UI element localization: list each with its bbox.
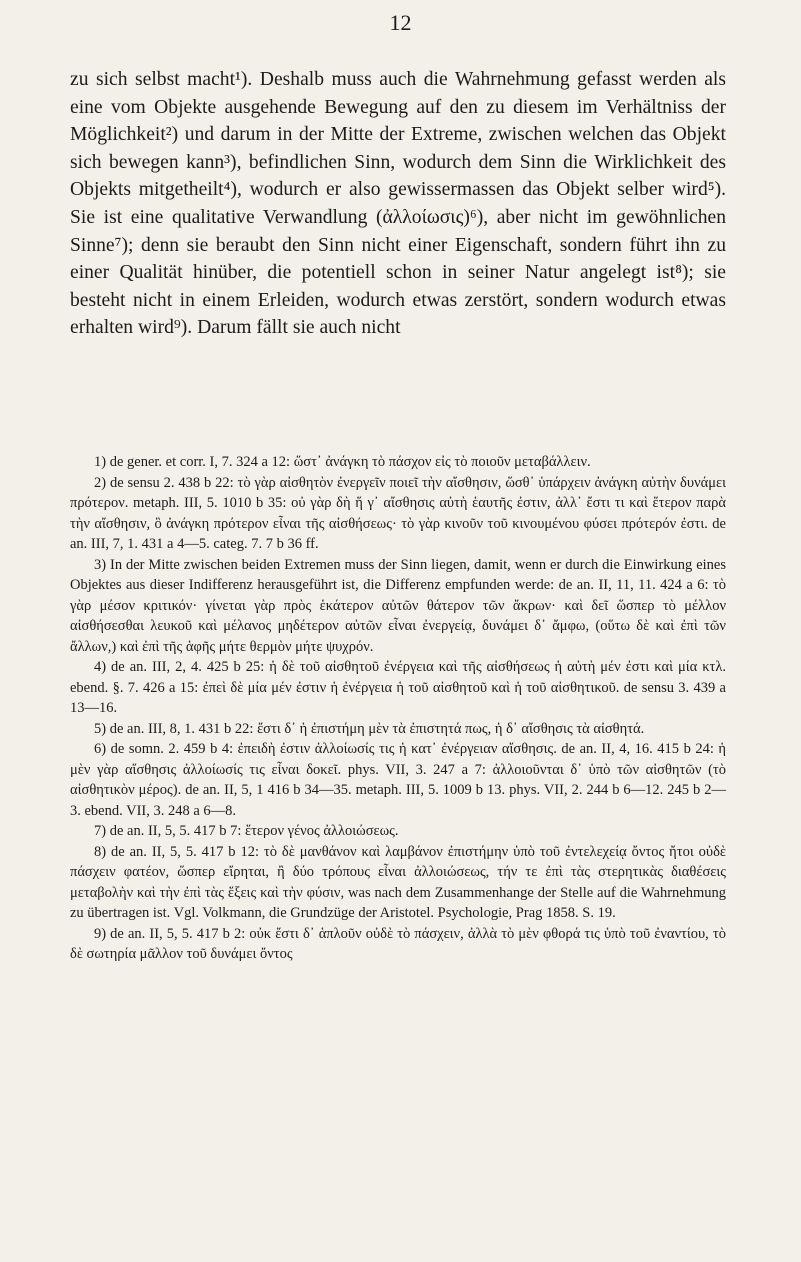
footnote-1: 1) de gener. et corr. I, 7. 324 a 12: ὥστ᾽ ἀνάγκη τὸ πάσχον εἰς τὸ ποιοῦν μεταβάλλειν. — [94, 454, 591, 470]
footnote-7: 7) de an. II, 5, 5. 417 b 7: ἕτερον γένος ἀλλοιώσεως. — [94, 823, 399, 839]
footnotes — [70, 452, 726, 965]
paragraph: zu sich selbst macht¹). Deshalb muss auch die Wahrnehmung gefasst werden als eine vom Objekte ausgehende Bewegung auf den zu diesem im Verhältniss der Möglichkeit²) und darum in der Mitte der Extreme, zwischen welchen das Objekt sich bewegen kann³), befindlichen Sinn, wodurch dem Sinn die Wirklichkeit des Objekts mitgetheilt⁴), wodurch er also gewissermassen das Objekt selber wird⁵). Sie ist eine qualitative Verwandlung (ἀλλοίωσις)⁶), aber nicht im gewöhnlichen Sinne⁷); denn sie beraubt den Sinn nicht einer Eigenschaft, sondern führt ihn zu einer Qualität hinüber, die potentiell schon in seiner Natur angelegt ist⁸); sie besteht nicht in einem Erleiden, wodurch etwas zerstört, sondern wodurch etwas erhalten wird⁹). Darum fällt sie auch nicht — [70, 69, 726, 339]
footnote-9: 9) de an. II, 5, 5. 417 b 2: οὐκ ἔστι δ᾽ ἁπλοῦν οὐδὲ τὸ πάσχειν, ἀλλὰ τὸ μὲν φθορά τις ὑπὸ τοῦ ἐναντίου, τὸ δὲ σωτηρία μᾶλλον τοῦ δυνάμει ὄντος — [70, 925, 726, 962]
footnote-3: 3) In der Mitte zwischen beiden Extremen muss der Sinn liegen, damit, wenn er durch die Einwirkung eines Objektes aus dieser Indifferenz herausgeführt ist, die Differenz empfunden werde: de an. II, 11, 11. 424 a 6: τὸ γὰρ μέσον κριτικόν· γίνεται γὰρ πρὸς ἑκάτερον αὐτῶν θάτερον τῶν ἄκρων· καὶ δεῖ ὥσπερ τὸ μέλλον αἰσθήσεσθαι λευκοῦ καὶ μέλανος μηδέτερον αὐτῶν εἶναι ἐνεργείᾳ, δυνάμει δ᾽ ἄμφω, (οὕτω δὲ καὶ ἐπὶ τῶν ἄλλων,) καὶ ἐπὶ τῆς ἁφῆς μήτε θερμὸν μήτε ψυχρόν. — [70, 556, 726, 655]
page-number: 12 — [389, 10, 412, 35]
footnote-4: 4) de an. III, 2, 4. 425 b 25: ἡ δὲ τοῦ αἰσθητοῦ ἐνέργεια καὶ τῆς αἰσθήσεως ἡ αὐτὴ μέν ἐστι καὶ μία κτλ. ebend. §. 7. 426 a 15: ἐπεὶ δὲ μία μέν ἐστιν ἡ ἐνέργεια ἡ τοῦ αἰσθητοῦ καὶ ἡ τοῦ αἰσθητικοῦ. de sensu 3. 439 a 13—16. — [70, 659, 726, 716]
footnote-6: 6) de somn. 2. 459 b 4: ἐπειδὴ ἐστιν ἀλλοίωσίς τις ἡ κατ᾽ ἐνέργειαν αἴσθησις. de an. II, 4, 16. 415 b 24: ἡ μὲν γὰρ αἴσθησις ἀλλοίωσίς τις εἶναι δοκεῖ. phys. VII, 3. 247 a 7: ἀλλοιοῦνται δ᾽ ὑπὸ τῶν αἰσθητῶν (τὸ αἰσθητικὸν μέρος). de an. II, 5, 1 416 b 34—35. metaph. III, 5. 1009 b 13. phys. VII, 2. 244 b 6—12. 245 b 2—3. ebend. VII, 3. 248 a 6—8. — [70, 741, 726, 819]
footnote-5: 5) de an. III, 8, 1. 431 b 22: ἔστι δ᾽ ἡ ἐπιστήμη μὲν τὰ ἐπιστητά πως, ἡ δ᾽ αἴσθησις τὰ αἰσθητά. — [94, 720, 645, 737]
main-text — [70, 66, 726, 342]
footnote-8: 8) de an. II, 5, 5. 417 b 12: τὸ δὲ μανθάνον καὶ λαμβάνον ἐπιστήμην ὑπὸ τοῦ ἐντελεχείᾳ ὄντος ἤτοι οὐδὲ πάσχειν φατέον, ὥσπερ εἴρηται, ἢ δύο τρόπους εἶναι ἀλλοιώσεως, τήν τε ἐπὶ τὰς στερητικὰς διαθέσεις μεταβολὴν καὶ τὴν ἐπὶ τὰς ἕξεις καὶ τὴν φύσιν, was nach dem Zusammenhange der Stelle auf die Wahrnehmung zu übertragen ist. Vgl. Volkmann, die Grundzüge der Aristotel. Psychologie, Prag 1858. S. 19. — [70, 843, 726, 921]
footnote-2: 2) de sensu 2. 438 b 22: τὸ γὰρ αἰσθητὸν ἐνεργεῖν ποιεῖ τὴν αἴσθησιν, ὥσθ᾽ ὑπάρχειν ἀνάγκη αὐτὴν δυνάμει πρότερον. metaph. III, 5. 1010 b 35: οὐ γὰρ δὴ ἥ γ᾽ αἴσθησις αὐτὴ ἑαυτῆς ἐστιν, ἀλλ᾽ ἔστι τι καὶ ἕτερον παρὰ τὴν αἴσθησιν, ὃ ἀνάγκη πρότερον εἶναι τῆς αἰσθήσεως· τὸ γὰρ κινοῦν τοῦ κινουμένου φύσει πρότερόν ἐστι. de an. III, 7, 1. 431 a 4—5. categ. 7. 7 b 36 ff. — [70, 474, 726, 552]
